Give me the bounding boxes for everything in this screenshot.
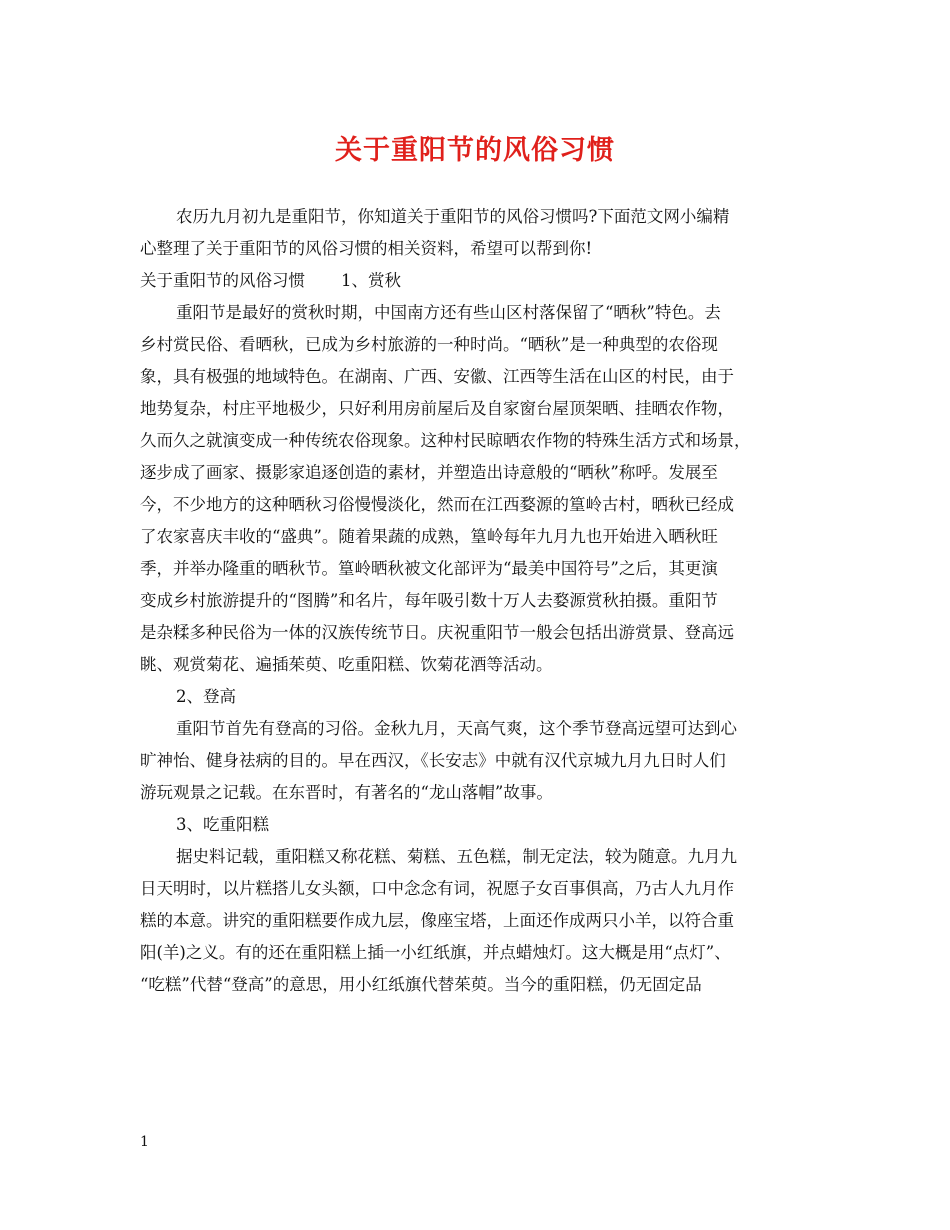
section2-line: 重阳节首先有登高的习俗。金秋九月，天高气爽，这个季节登高远望可达到心 — [176, 719, 737, 738]
section3-heading: 3、吃重阳糕 — [176, 815, 269, 834]
section3-line: 阳(羊)之义。有的还在重阳糕上插一小红纸旗，并点蜡烛灯。这大概是用“点灯”、 — [140, 943, 731, 962]
intro-line: 农历九月初九是重阳节，你知道关于重阳节的风俗习惯吗?下面范文网小编精 — [176, 207, 730, 226]
section1-line: 眺、观赏菊花、遍插茱萸、吃重阳糕、饮菊花酒等活动。 — [140, 655, 553, 674]
page-number: 1 — [140, 1134, 149, 1150]
section1-line: 季，并举办隆重的晒秋节。篁岭晒秋被文化部评为“最美中国符号”之后，其更演 — [140, 559, 718, 578]
section3-line: 日天明时，以片糕搭儿女头额，口中念念有词，祝愿子女百事俱高，乃古人九月作 — [140, 879, 734, 898]
section1-line: 变成乡村旅游提升的“图腾”和名片，每年吸引数十万人去婺源赏秋拍摄。重阳节 — [140, 591, 718, 610]
section-heading-line — [140, 265, 820, 297]
document-body — [140, 201, 820, 1001]
section3-line: 据史料记载，重阳糕又称花糕、菊糕、五色糕，制无定法，较为随意。九月九 — [176, 847, 737, 866]
section3-line: “吃糕”代替“登高”的意思，用小红纸旗代替茱萸。当今的重阳糕，仍无固定品 — [140, 975, 702, 994]
section1-line: 是杂糅多种民俗为一体的汉族传统节日。庆祝重阳节一般会包括出游赏景、登高远 — [140, 623, 734, 642]
section1-line: 象，具有极强的地域特色。在湖南、广西、安徽、江西等生活在山区的村民，由于 — [140, 367, 734, 386]
section1-line: 重阳节是最好的赏秋时期，中国南方还有些山区村落保留了“晒秋”特色。去 — [176, 303, 721, 322]
section2-heading: 2、登高 — [176, 687, 236, 706]
section1-line: 乡村赏民俗、看晒秋，已成为乡村旅游的一种时尚。“晒秋”是一种典型的农俗现 — [140, 335, 718, 354]
section1-line: 了农家喜庆丰收的“盛典”。随着果蔬的成熟，篁岭每年九月九也开始进入晒秋旺 — [140, 527, 718, 546]
section1-line: 今，不少地方的这种晒秋习俗慢慢淡化，然而在江西婺源的篁岭古村，晒秋已经成 — [140, 495, 734, 514]
section2-line: 游玩观景之记载。在东晋时，有著名的“龙山落帽”故事。 — [140, 783, 553, 802]
section1-line: 逐步成了画家、摄影家追逐创造的素材，并塑造出诗意般的“晒秋”称呼。发展至 — [140, 463, 718, 482]
section1-line: 久而久之就演变成一种传统农俗现象。这种村民晾晒农作物的特殊生活方式和场景， — [140, 431, 751, 450]
section1-line: 地势复杂，村庄平地极少，只好利用房前屋后及自家窗台屋顶架晒、挂晒农作物， — [140, 399, 734, 418]
section1-heading: 1、赏秋 — [341, 271, 401, 290]
heading-label: 关于重阳节的风俗习惯 — [140, 271, 305, 290]
section3-line: 糕的本意。讲究的重阳糕要作成九层，像座宝塔，上面还作成两只小羊，以符合重 — [140, 911, 734, 930]
document-title: 关于重阳节的风俗习惯 — [335, 135, 615, 166]
section2-line: 旷神怡、健身祛病的目的。早在西汉，《长安志》中就有汉代京城九月九日时人们 — [140, 751, 726, 770]
intro-line: 心整理了关于重阳节的风俗习惯的相关资料，希望可以帮到你! — [140, 239, 593, 258]
